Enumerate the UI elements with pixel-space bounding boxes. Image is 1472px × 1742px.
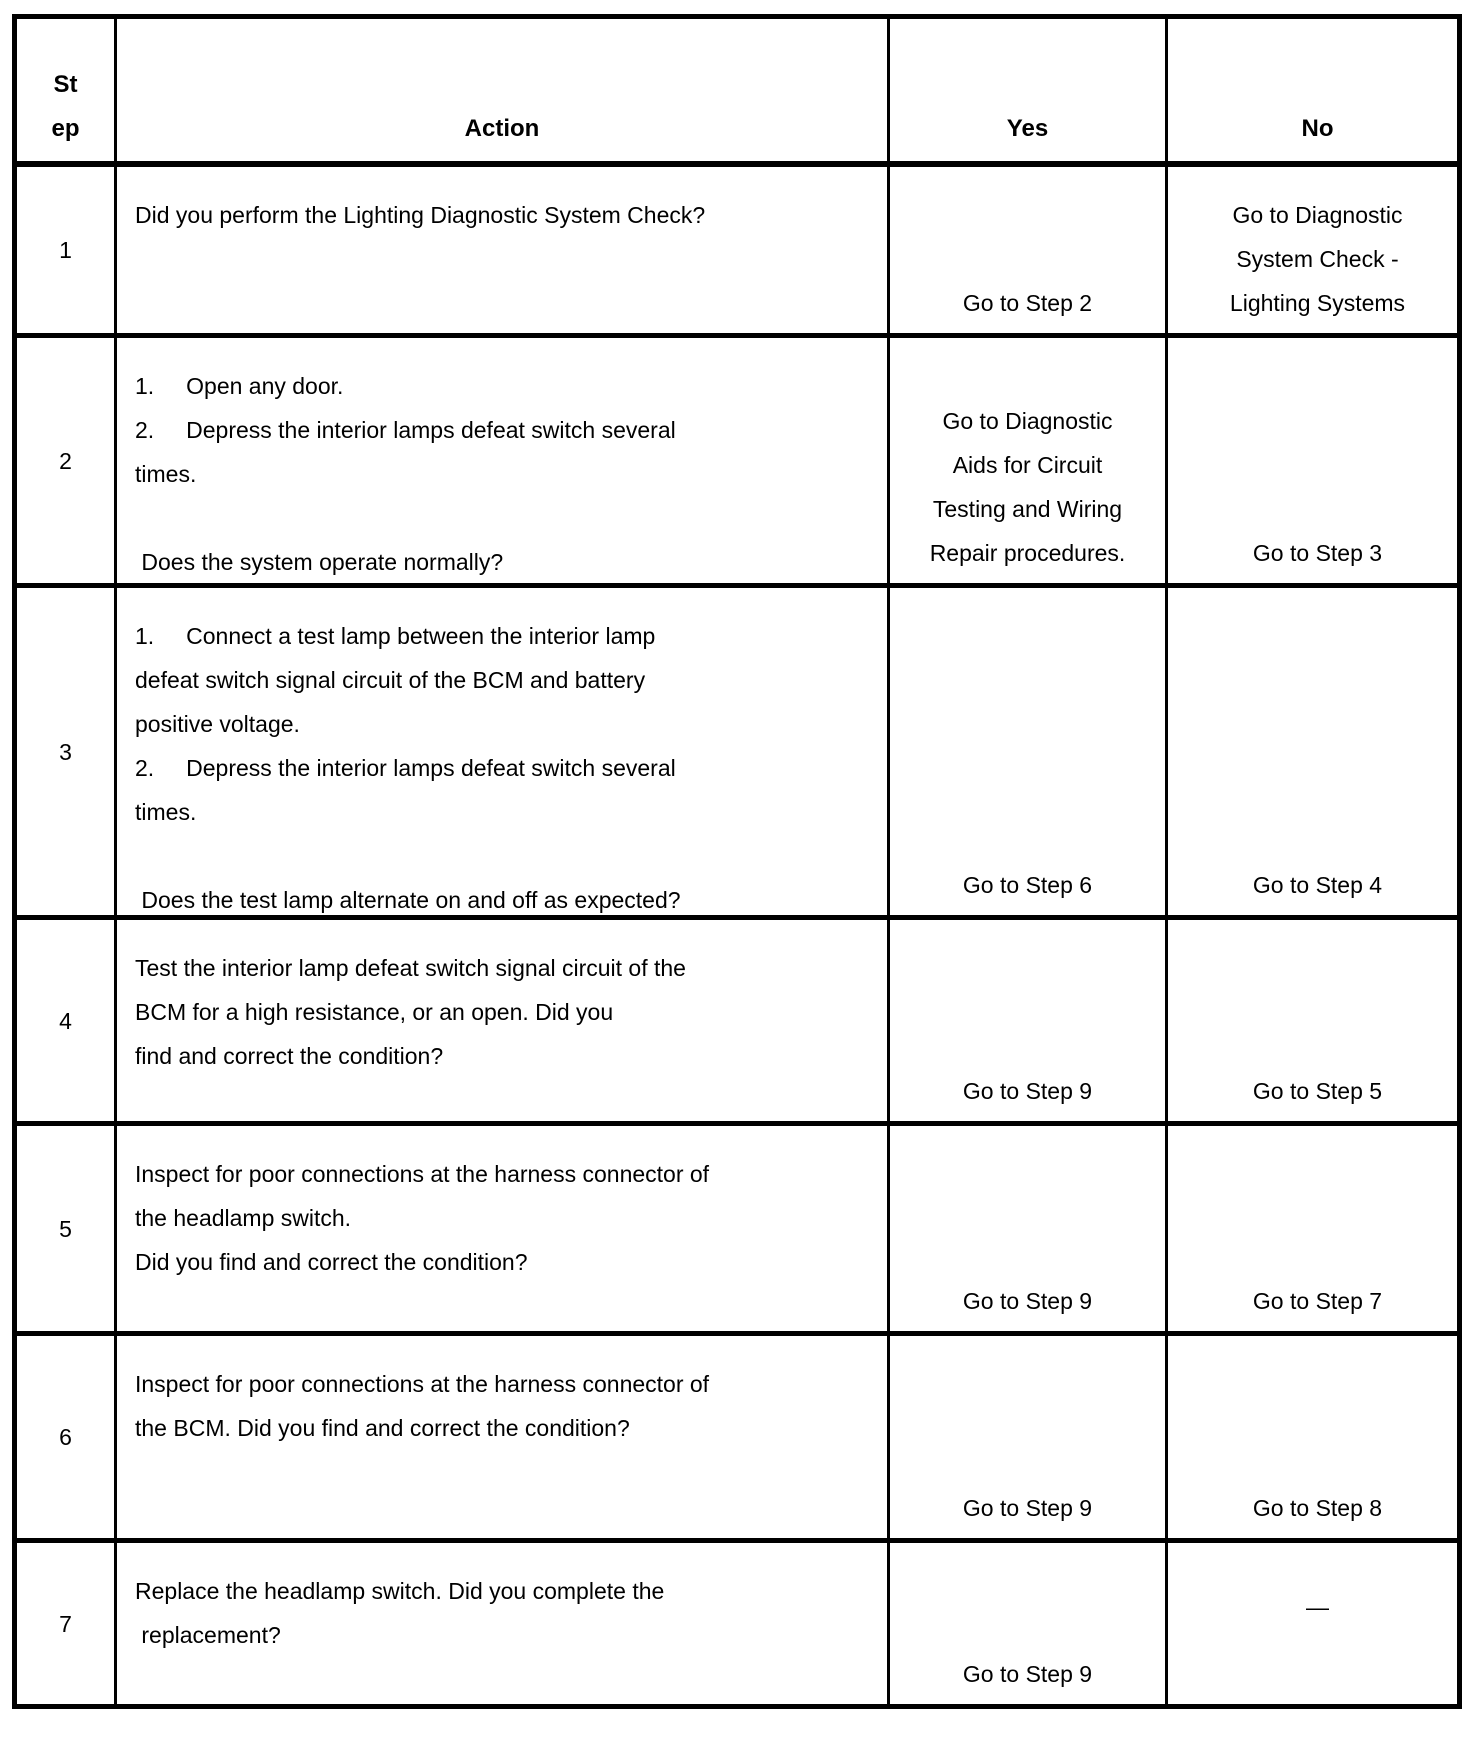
step-number: 7 — [59, 1610, 72, 1637]
text-line: times. — [135, 799, 197, 825]
text-line: System Check - — [1236, 246, 1399, 272]
table-row — [17, 167, 1457, 333]
text-line: 1. Open any door. — [135, 373, 344, 399]
action-cell — [117, 1336, 890, 1538]
text-line: Test the interior lamp defeat switch signal circuit of the — [135, 955, 686, 981]
text-line: Go to Step 5 — [1252, 1078, 1383, 1104]
text-line: Inspect for poor connections at the harness connector of — [135, 1371, 710, 1397]
text-line: Go to Step 9 — [962, 1078, 1093, 1104]
no-cell — [1168, 1126, 1467, 1331]
step-number: 5 — [59, 1215, 72, 1242]
text-line: replacement? — [135, 1622, 281, 1648]
step-number: 1 — [59, 237, 72, 263]
text-line: Testing and Wiring — [932, 496, 1123, 522]
text-line: Replace the headlamp switch. Did you complete the — [135, 1578, 665, 1604]
yes-cell — [890, 338, 1168, 583]
step-cell — [17, 1543, 117, 1704]
no-cell — [1168, 338, 1467, 583]
text-line: — — [1306, 1593, 1329, 1620]
action-cell — [117, 1126, 890, 1331]
no-cell — [1168, 1336, 1467, 1538]
step-cell — [17, 167, 117, 333]
text-line: Does the system operate normally? — [135, 549, 504, 575]
text-line: Did you find and correct the condition? — [135, 1249, 528, 1275]
text-line: Go to Step 7 — [1252, 1288, 1383, 1314]
text-line — [135, 834, 867, 878]
text-line: Repair procedures. — [929, 540, 1126, 566]
header-row — [17, 19, 1457, 167]
action-cell — [117, 588, 890, 915]
header-step-cell — [17, 19, 117, 161]
diagnostic-table — [12, 14, 1462, 1709]
table-row — [17, 1331, 1457, 1538]
action-cell — [117, 338, 890, 583]
table-row — [17, 1121, 1457, 1331]
text-line: the BCM. Did you find and correct the condition? — [135, 1415, 630, 1441]
no-cell — [1168, 167, 1467, 333]
header-no-cell — [1168, 19, 1467, 161]
step-cell — [17, 920, 117, 1121]
text-line: Go to Step 9 — [962, 1495, 1093, 1521]
no-cell — [1168, 1543, 1467, 1704]
text-line: Go to Step 2 — [962, 290, 1093, 316]
table-row — [17, 333, 1457, 583]
text-line: find and correct the condition? — [135, 1043, 444, 1069]
header-yes-cell — [890, 19, 1168, 161]
table-row — [17, 915, 1457, 1121]
step-number: 3 — [59, 738, 72, 765]
no-cell — [1168, 588, 1467, 915]
yes-cell — [890, 1543, 1168, 1704]
yes-cell — [890, 167, 1168, 333]
text-line: the headlamp switch. — [135, 1205, 352, 1231]
text-line: Go to Step 4 — [1252, 872, 1383, 898]
header-action-label: Action — [464, 115, 540, 142]
table-row — [17, 583, 1457, 915]
header-step-label-line2: ep — [51, 115, 80, 142]
header-no-label: No — [1301, 115, 1334, 142]
text-line: Go to Step 3 — [1252, 540, 1383, 566]
text-line: Inspect for poor connections at the harness connector of — [135, 1161, 710, 1187]
step-number: 6 — [59, 1424, 72, 1450]
text-line: positive voltage. — [135, 711, 300, 737]
text-line: Go to Step 9 — [962, 1661, 1093, 1687]
step-number: 2 — [59, 447, 72, 474]
action-cell — [117, 167, 890, 333]
text-line: Go to Diagnostic — [942, 408, 1113, 434]
step-cell — [17, 1336, 117, 1538]
text-line: BCM for a high resistance, or an open. Did you — [135, 999, 614, 1025]
text-line: Did you perform the Lighting Diagnostic System Check? — [135, 202, 706, 228]
text-line: Lighting Systems — [1229, 290, 1406, 316]
text-line: times. — [135, 461, 197, 487]
text-line: Aids for Circuit — [952, 452, 1103, 478]
header-step-label-line1: St — [53, 71, 78, 98]
text-line — [135, 496, 867, 540]
yes-cell — [890, 1336, 1168, 1538]
text-line: Go to Step 6 — [962, 872, 1093, 898]
text-line: Go to Step 9 — [962, 1288, 1093, 1314]
text-line: 2. Depress the interior lamps defeat switch several — [135, 417, 676, 443]
step-cell — [17, 338, 117, 583]
text-line: Go to Step 8 — [1252, 1495, 1383, 1521]
action-cell — [117, 920, 890, 1121]
action-cell — [117, 1543, 890, 1704]
text-line: 2. Depress the interior lamps defeat switch several — [135, 755, 676, 781]
header-action-cell — [117, 19, 890, 161]
step-number: 4 — [59, 1007, 72, 1034]
text-line: defeat switch signal circuit of the BCM and battery — [135, 667, 646, 693]
text-line: Go to Diagnostic — [1232, 202, 1403, 228]
yes-cell — [890, 920, 1168, 1121]
no-cell — [1168, 920, 1467, 1121]
text-line: 1. Connect a test lamp between the interior lamp — [135, 623, 656, 649]
step-cell — [17, 588, 117, 915]
yes-cell — [890, 1126, 1168, 1331]
step-cell — [17, 1126, 117, 1331]
table-row — [17, 1538, 1457, 1704]
text-line: Does the test lamp alternate on and off as expected? — [135, 887, 681, 913]
header-yes-label: Yes — [1006, 115, 1049, 142]
yes-cell — [890, 588, 1168, 915]
